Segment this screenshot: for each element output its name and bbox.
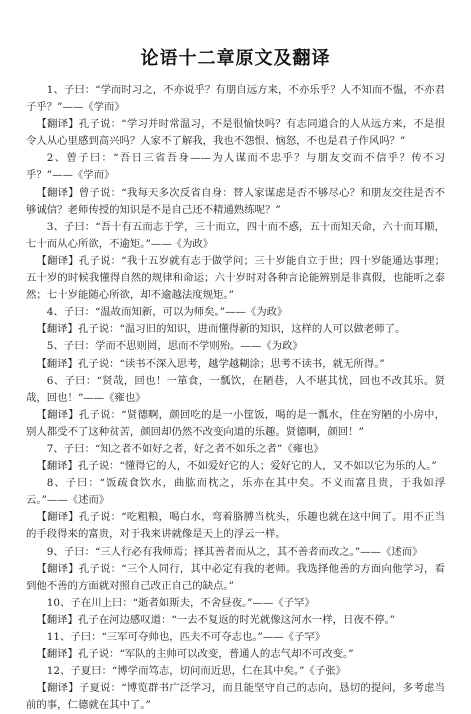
original-text-5: 5、子曰：学而不思则罔，思而不学则殆。——《为政》 — [46, 340, 303, 353]
translation-9: 【翻译】孔子说：“三个人同行，其中必定有我的老师。我选择他善的方面向他学习，看到他不善的方面就对照自己改正自己的缺点。” — [26, 562, 445, 592]
translation-11: 【翻译】孔子说：“军队的主帅可以改变，普通人的志气却不可改变。” — [36, 648, 354, 661]
original-text-1: 1、子曰：“学而时习之，不亦说乎？有朋自远方来，不亦乐乎？人不知而不愠，不亦君子乎？”——《学而》 — [26, 84, 445, 114]
document-title: 论语十二章原文及翻译 — [140, 48, 331, 69]
original-text-4: 4、子曰：“温故而知新，可以为师矣。”——《为政》 — [46, 306, 288, 319]
translation-6: 【翻译】孔子说：“贤德啊，颜回吃的是一小筐饭，喝的是一瓢水，住在穷陋的小房中，别人都受不了这种贫苦，颜回却仍然不改变向道的乐趣。贤德啊，颜回！” — [26, 408, 445, 438]
original-text-8: 8、子曰：“饭疏食饮水，曲肱而枕之，乐亦在其中矣。不义而富且贵，于我如浮云。”——《述而》 — [26, 477, 445, 507]
translation-3: 【翻译】孔子说：“我十五岁就有志于做学问；三十岁能自立于世；四十岁能通达事理；五十岁的时候我懂得自然的规律和命运；六十岁时对各种言论能辨别是非真假，也能听之泰然；七十岁能随心所欲，却不逾越法度规矩。” — [26, 254, 445, 302]
translation-4: 【翻译】孔子说：“温习旧的知识，进而懂得新的知识，这样的人可以做老师了。 — [36, 323, 406, 336]
translation-5: 【翻译】孔子说：“读书不深入思考，越学越糊涂；思考不读书，就无所得。” — [36, 357, 385, 370]
translation-10: 【翻译】孔子在河边感叹道：“一去不复返的时光就像这河水一样，日夜不停。” — [36, 613, 396, 626]
translation-8: 【翻译】孔子说：“吃粗粮，喝白水，弯着胳膊当枕头，乐趣也就在这中间了。用不正当的手段得来的富贵，对于我来讲就像是天上的浮云一样。 — [26, 511, 445, 541]
original-text-12: 12、子夏曰：“博学而笃志，切问而近思，仁在其中矣。”《子张》 — [46, 665, 346, 678]
original-text-3: 3、子曰：“吾十有五而志于学，三十而立，四十而不惑，五十而知天命，六十而耳顺，七十而从心所欲，不逾矩。”——《为政》 — [26, 220, 445, 250]
original-text-9: 9、子曰：“三人行必有我师焉；择其善者而从之，其不善者而改之。”——《述而》 — [46, 545, 423, 558]
translation-12: 【翻译】子夏说：“博览群书广泛学习，而且能坚守自己的志向，恳切的提问，多考虑当前的事，仁德就在其中了。” — [26, 682, 445, 712]
original-text-11: 11、子曰：“三军可夺帅也，匹夫不可夺志也。”——《子罕》 — [46, 631, 326, 643]
translation-7: 【翻译】孔子说：“懂得它的人，不如爱好它的人；爱好它的人，又不如以它为乐的人。” — [36, 460, 437, 473]
translation-1: 【翻译】孔子说：“学习并时常温习，不是很愉快吗？有志同道合的人从远方来，不是很令人从心里感到高兴吗？人家不了解我，我也不怨恨、恼怒，不也是君子作风吗？” — [26, 118, 445, 148]
translation-2: 【翻译】曾子说：“我每天多次反省自身：替人家谋虑是否不够尽心？和朋友交往是否不够诚信？老师传授的知识是不是自己还不精通熟练呢？” — [26, 186, 445, 216]
original-text-10: 10、子在川上曰：“逝者如斯夫，不舍昼夜。”——《子罕》 — [46, 596, 315, 609]
original-text-7: 7、子曰：“知之者不如好之者，好之者不如乐之者”《雍也》 — [46, 442, 324, 455]
original-text-2: 2、曾子曰：“吾日三省吾身——为人谋而不忠乎？与朋友交而不信乎？传不习乎？”——《学而》 — [26, 152, 445, 182]
document-body — [26, 82, 445, 714]
original-text-6: 6、子曰：“贤哉，回也！一箪食，一瓢饮，在陋巷，人不堪其忧，回也不改其乐。贤哉，回也！”——《雍也》 — [26, 374, 445, 404]
